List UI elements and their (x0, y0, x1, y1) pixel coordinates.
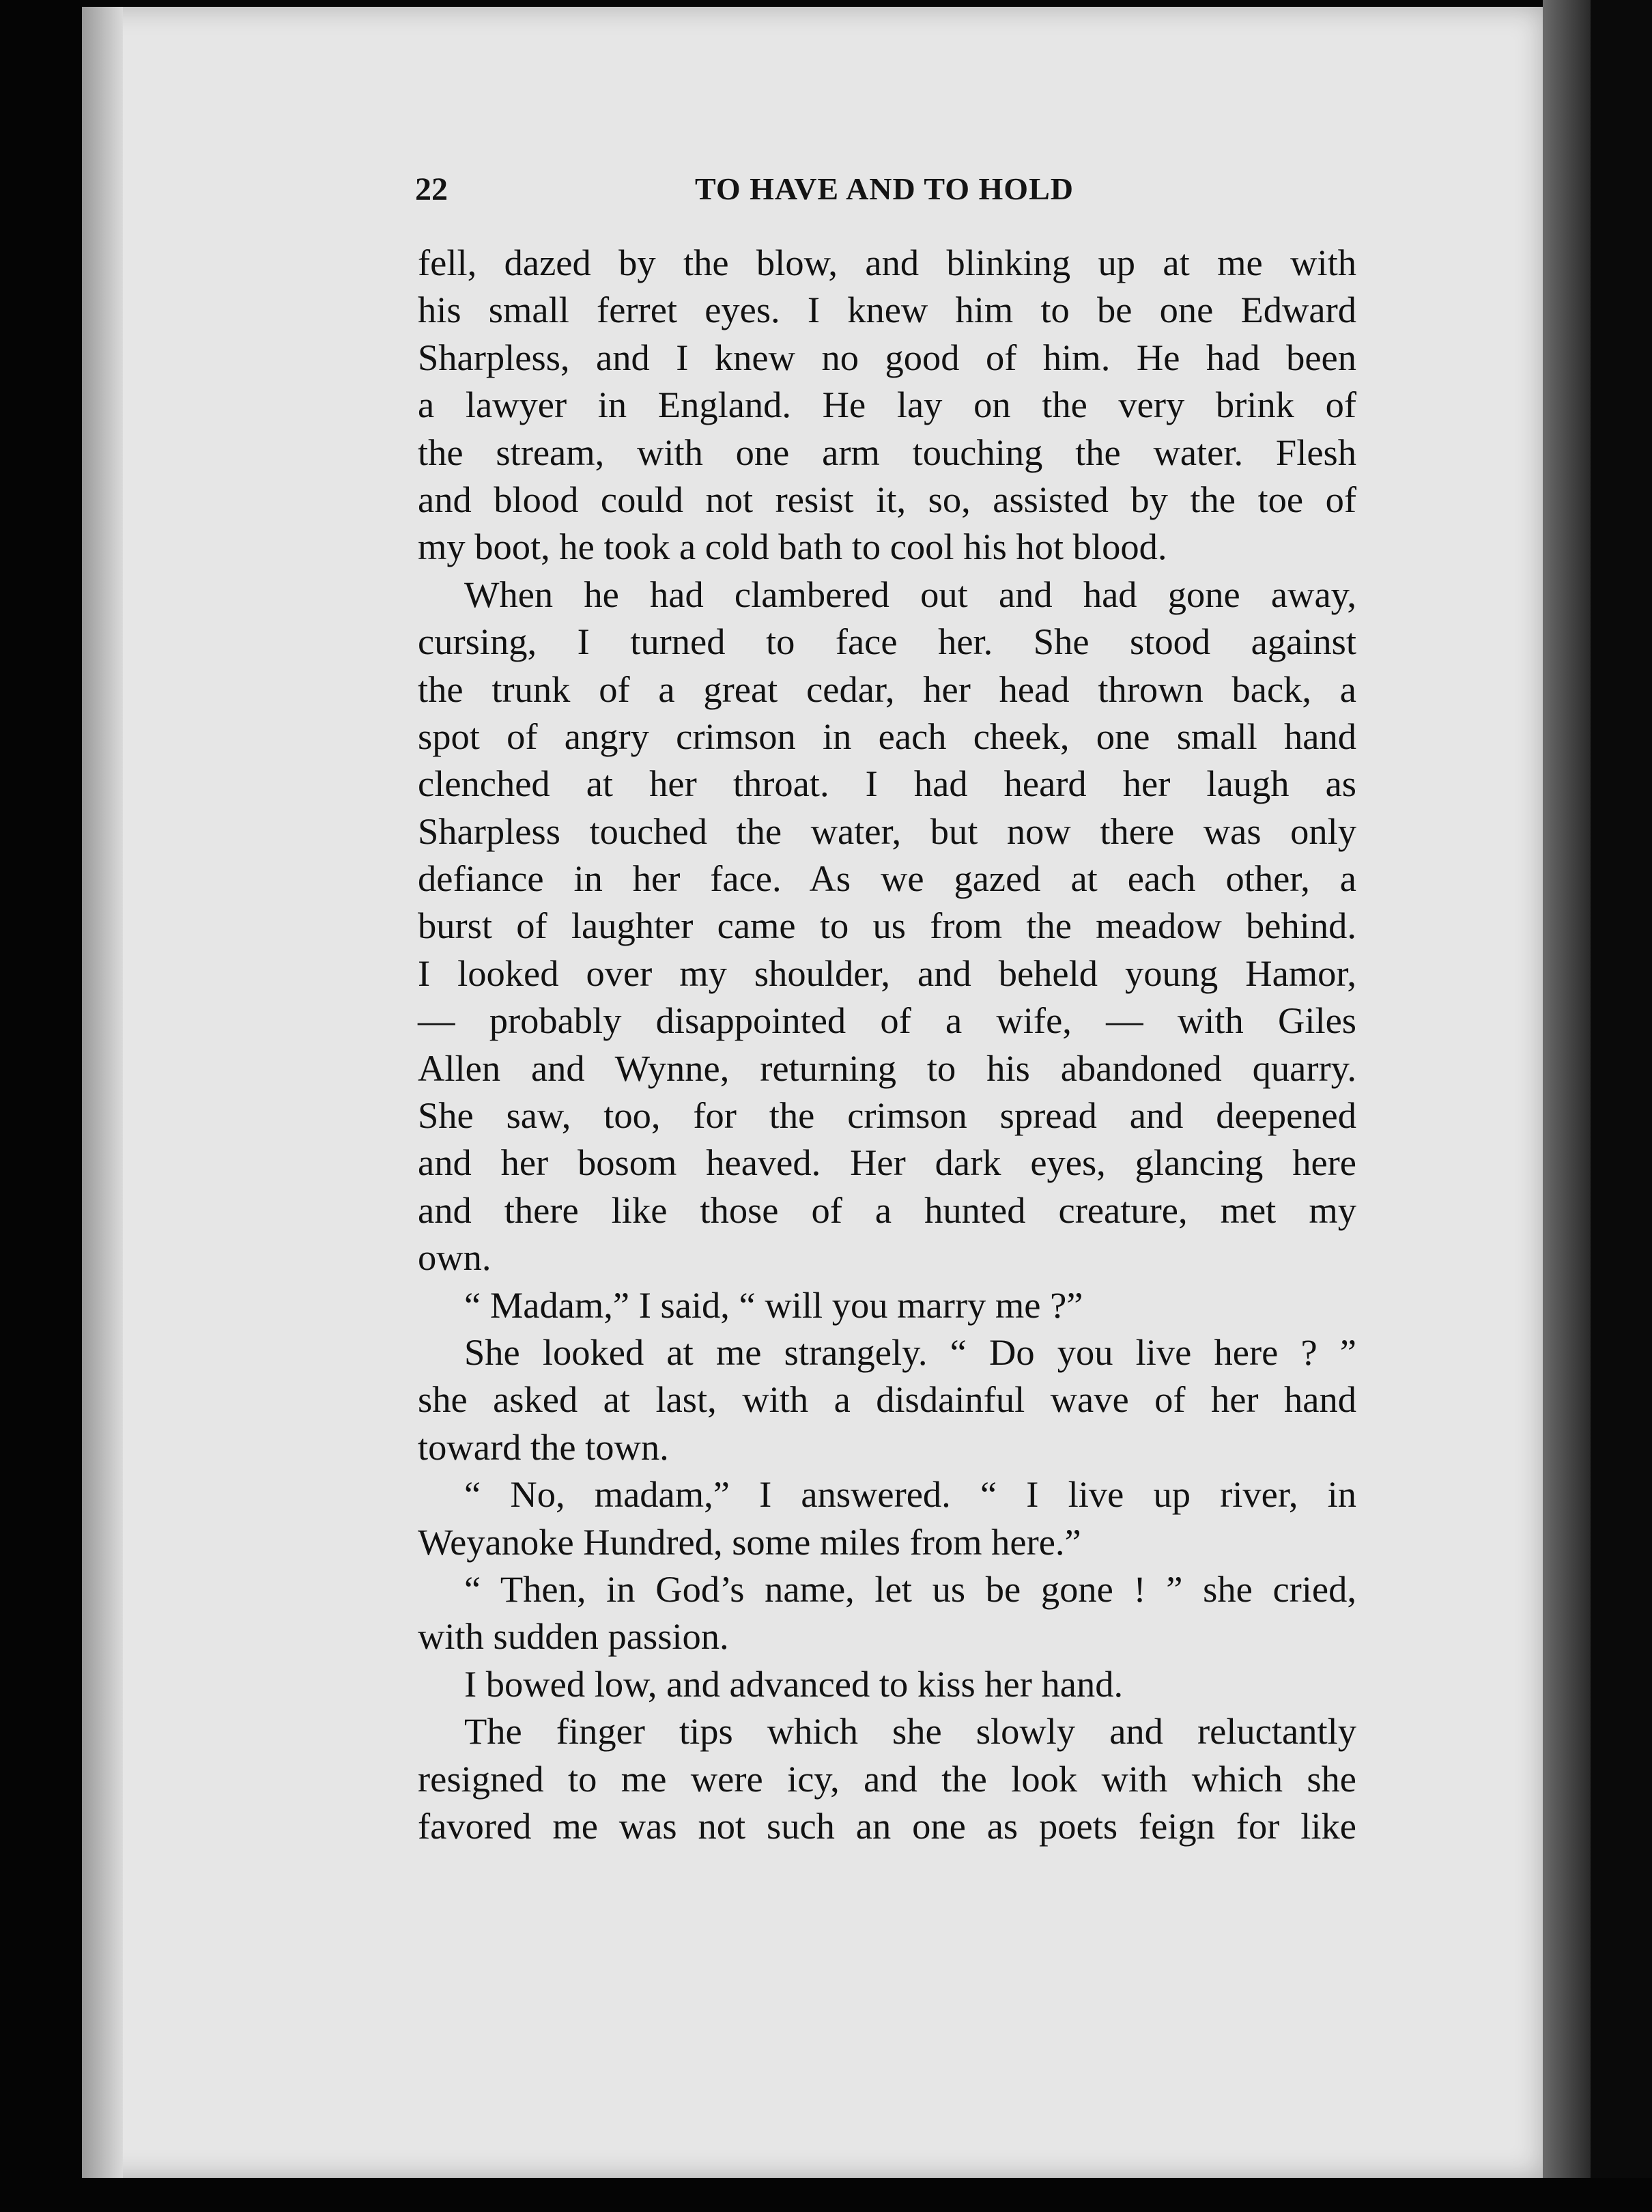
text-line: Allen and Wynne, returning to his abandoned quarry. (418, 1047, 1356, 1089)
text-line: When he had clambered out and had gone away, (464, 573, 1356, 615)
text-line: the trunk of a great cedar, her head thrown back, a (418, 668, 1356, 710)
text-line: The finger tips which she slowly and reluctantly (464, 1710, 1356, 1753)
text-line: a lawyer in England. He lay on the very brink of (418, 384, 1356, 426)
text-line: Weyanoke Hundred, some miles from here.” (418, 1520, 1081, 1563)
text-line: favored me was not such an one as poets feign for like (418, 1804, 1356, 1847)
text-line: burst of laughter came to us from the meadow behind. (418, 905, 1356, 947)
text-line: and blood could not resist it, so, assisted by the toe of (418, 478, 1356, 520)
text-line: own. (418, 1236, 492, 1279)
text-line: “ No, madam,” I answered. “ I live up river, in (464, 1473, 1356, 1516)
text-line: “ Madam,” I said, “ will you marry me ?” (464, 1284, 1083, 1326)
text-line: Sharpless, and I knew no good of him. He had been (418, 336, 1356, 378)
right-background (1591, 0, 1652, 2178)
page-header (415, 171, 1354, 218)
text-line: my boot, he took a cold bath to cool his hot blood. (418, 526, 1167, 568)
text-line: clenched at her throat. I had heard her laugh as (418, 763, 1356, 805)
text-line: with sudden passion. (418, 1615, 729, 1658)
text-line: “ Then, in God’s name, let us be gone ! ” she cried, (464, 1568, 1356, 1610)
text-line: resigned to me were icy, and the look with which she (418, 1757, 1356, 1800)
text-line: Sharpless touched the water, but now there was only (418, 810, 1356, 852)
running-head: TO HAVE AND TO HOLD (695, 171, 1074, 206)
text-line: fell, dazed by the blow, and blinking up at me with (418, 242, 1356, 283)
text-line: She looked at me strangely. “ Do you live here ? ” (464, 1331, 1356, 1373)
text-line: I bowed low, and advanced to kiss her hand. (464, 1662, 1124, 1705)
body-text (418, 239, 1356, 1849)
text-line: She saw, too, for the crimson spread and deepened (418, 1094, 1356, 1137)
text-line: cursing, I turned to face her. She stood against (418, 621, 1356, 663)
text-line: his small ferret eyes. I knew him to be one Edward (418, 289, 1356, 331)
page-number: 22 (415, 171, 448, 208)
text-line: I looked over my shoulder, and beheld young Hamor, (418, 952, 1356, 994)
text-line: and there like those of a hunted creature, met my (418, 1189, 1356, 1231)
text-line: the stream, with one arm touching the water. Flesh (418, 431, 1356, 473)
right-page-edge (1543, 0, 1591, 2178)
text-line: spot of angry crimson in each cheek, one small hand (418, 715, 1356, 757)
text-line: she asked at last, with a disdainful wave of her hand (418, 1378, 1356, 1421)
text-line: — probably disappointed of a wife, — with Giles (418, 999, 1356, 1042)
page-binding-edge (82, 7, 123, 2178)
text-line: and her bosom heaved. Her dark eyes, glancing here (418, 1142, 1356, 1184)
text-line: toward the town. (418, 1426, 669, 1468)
text-line: defiance in her face. As we gazed at each other, a (418, 857, 1356, 900)
